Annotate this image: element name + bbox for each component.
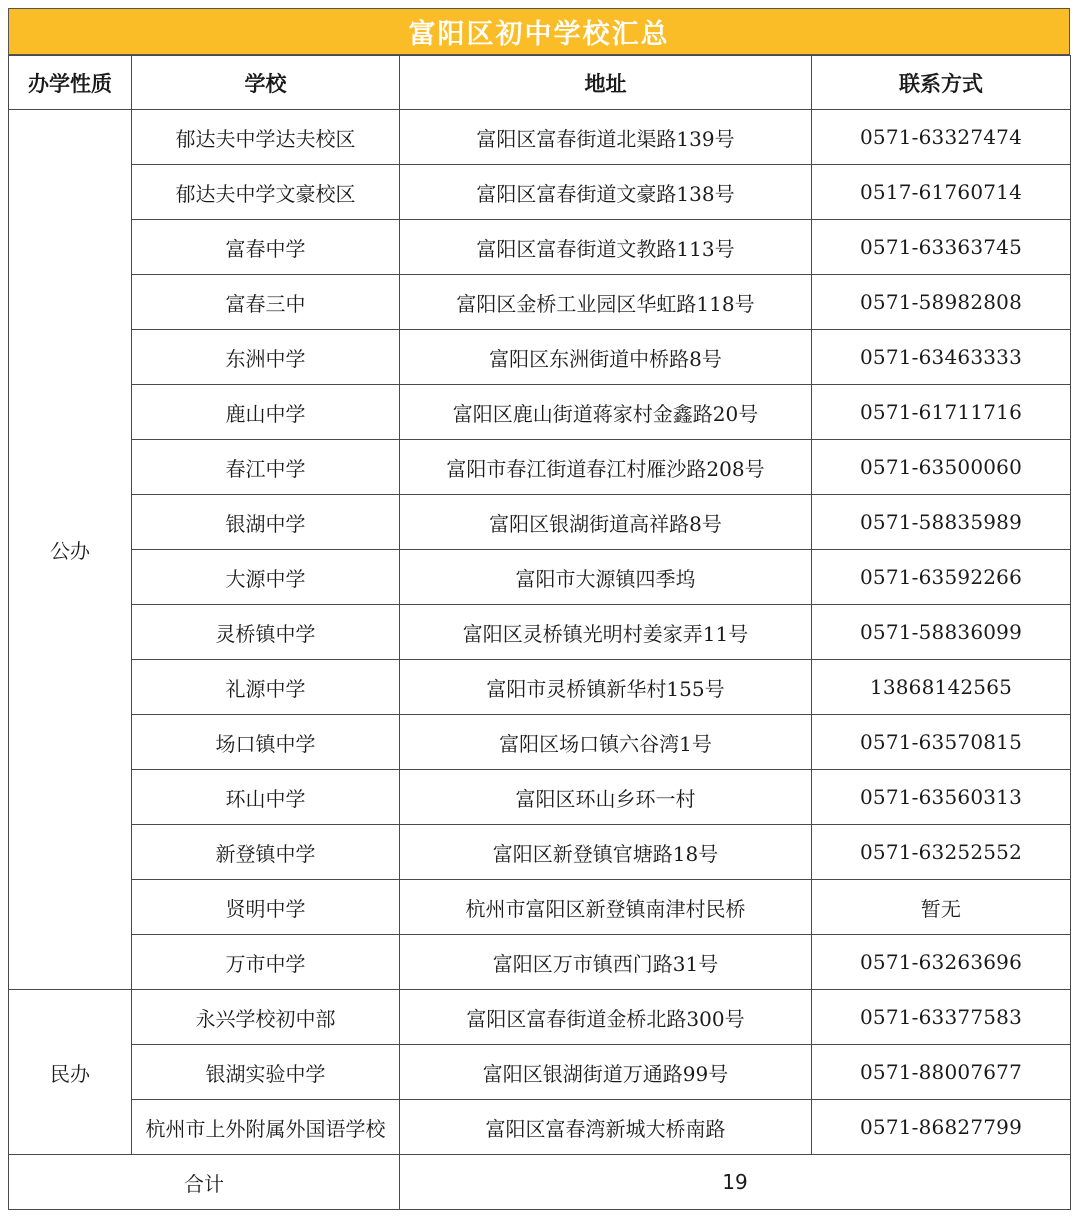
- header-nature: 办学性质: [9, 56, 132, 110]
- contact-cell: 0571-63560313: [812, 770, 1071, 825]
- contact-cell: 0571-63592266: [812, 550, 1071, 605]
- contact-cell: 0571-63463333: [812, 330, 1071, 385]
- address-cell: 富阳区银湖街道高祥路8号: [400, 495, 812, 550]
- school-cell: 东洲中学: [132, 330, 400, 385]
- table-row: [9, 770, 1071, 825]
- school-cell: 郁达夫中学达夫校区: [132, 110, 400, 165]
- total-label: 合计: [9, 1155, 400, 1210]
- table-row: [9, 825, 1071, 880]
- contact-cell: 0571-88007677: [812, 1045, 1071, 1100]
- contact-cell: 0571-63377583: [812, 990, 1071, 1045]
- contact-cell: 0571-58836099: [812, 605, 1071, 660]
- school-cell: 银湖中学: [132, 495, 400, 550]
- contact-cell: 0571-86827799: [812, 1100, 1071, 1155]
- address-cell: 富阳区金桥工业园区华虹路118号: [400, 275, 812, 330]
- address-cell: 富阳区富春湾新城大桥南路: [400, 1100, 812, 1155]
- total-value: 19: [400, 1155, 1071, 1210]
- school-cell: 春江中学: [132, 440, 400, 495]
- table-row: [9, 715, 1071, 770]
- contact-cell: 0571-63252552: [812, 825, 1071, 880]
- header-address: 地址: [400, 56, 812, 110]
- contact-cell: 0571-63263696: [812, 935, 1071, 990]
- address-cell: 富阳区场口镇六谷湾1号: [400, 715, 812, 770]
- table-body: [9, 110, 1071, 1155]
- nature-cell: 公办: [9, 110, 132, 990]
- school-cell: 杭州市上外附属外国语学校: [132, 1100, 400, 1155]
- table-row: [9, 935, 1071, 990]
- address-cell: 富阳市大源镇四季坞: [400, 550, 812, 605]
- table-row: [9, 330, 1071, 385]
- contact-cell: 0571-63570815: [812, 715, 1071, 770]
- total-row: [9, 1155, 1071, 1210]
- school-cell: 贤明中学: [132, 880, 400, 935]
- nature-cell: 民办: [9, 990, 132, 1155]
- address-cell: 富阳区富春街道文教路113号: [400, 220, 812, 275]
- contact-cell: 0571-63500060: [812, 440, 1071, 495]
- table-title: 富阳区初中学校汇总: [8, 8, 1070, 55]
- contact-cell: 暂无: [812, 880, 1071, 935]
- contact-cell: 0571-58835989: [812, 495, 1071, 550]
- school-cell: 富春中学: [132, 220, 400, 275]
- table-row: [9, 605, 1071, 660]
- table-row: [9, 880, 1071, 935]
- table-row: [9, 660, 1071, 715]
- table-row: [9, 385, 1071, 440]
- table-row: [9, 165, 1071, 220]
- school-cell: 郁达夫中学文豪校区: [132, 165, 400, 220]
- address-cell: 富阳区环山乡环一村: [400, 770, 812, 825]
- address-cell: 富阳区新登镇官塘路18号: [400, 825, 812, 880]
- school-table: [8, 55, 1071, 1210]
- table-row: [9, 220, 1071, 275]
- table-row: [9, 110, 1071, 165]
- school-cell: 礼源中学: [132, 660, 400, 715]
- address-cell: 富阳区银湖街道万通路99号: [400, 1045, 812, 1100]
- address-cell: 富阳市灵桥镇新华村155号: [400, 660, 812, 715]
- address-cell: 富阳区富春街道金桥北路300号: [400, 990, 812, 1045]
- address-cell: 富阳区万市镇西门路31号: [400, 935, 812, 990]
- contact-cell: 0571-61711716: [812, 385, 1071, 440]
- address-cell: 杭州市富阳区新登镇南津村民桥: [400, 880, 812, 935]
- school-cell: 灵桥镇中学: [132, 605, 400, 660]
- table-row: [9, 550, 1071, 605]
- contact-cell: 0571-63327474: [812, 110, 1071, 165]
- contact-cell: 0571-58982808: [812, 275, 1071, 330]
- school-cell: 富春三中: [132, 275, 400, 330]
- contact-cell: 0517-61760714: [812, 165, 1071, 220]
- header-row: [9, 56, 1071, 110]
- table-row: [9, 495, 1071, 550]
- school-cell: 永兴学校初中部: [132, 990, 400, 1045]
- address-cell: 富阳区鹿山街道蒋家村金鑫路20号: [400, 385, 812, 440]
- school-cell: 大源中学: [132, 550, 400, 605]
- address-cell: 富阳区富春街道北渠路139号: [400, 110, 812, 165]
- table-row: [9, 440, 1071, 495]
- contact-cell: 0571-63363745: [812, 220, 1071, 275]
- school-cell: 新登镇中学: [132, 825, 400, 880]
- contact-cell: 13868142565: [812, 660, 1071, 715]
- address-cell: 富阳区灵桥镇光明村姜家弄11号: [400, 605, 812, 660]
- school-cell: 鹿山中学: [132, 385, 400, 440]
- table-row: [9, 1100, 1071, 1155]
- school-cell: 万市中学: [132, 935, 400, 990]
- school-cell: 环山中学: [132, 770, 400, 825]
- address-cell: 富阳区富春街道文豪路138号: [400, 165, 812, 220]
- table-row: [9, 990, 1071, 1045]
- header-school: 学校: [132, 56, 400, 110]
- school-cell: 银湖实验中学: [132, 1045, 400, 1100]
- table-row: [9, 275, 1071, 330]
- header-contact: 联系方式: [812, 56, 1071, 110]
- address-cell: 富阳区东洲街道中桥路8号: [400, 330, 812, 385]
- address-cell: 富阳市春江街道春江村雁沙路208号: [400, 440, 812, 495]
- school-cell: 场口镇中学: [132, 715, 400, 770]
- table-row: [9, 1045, 1071, 1100]
